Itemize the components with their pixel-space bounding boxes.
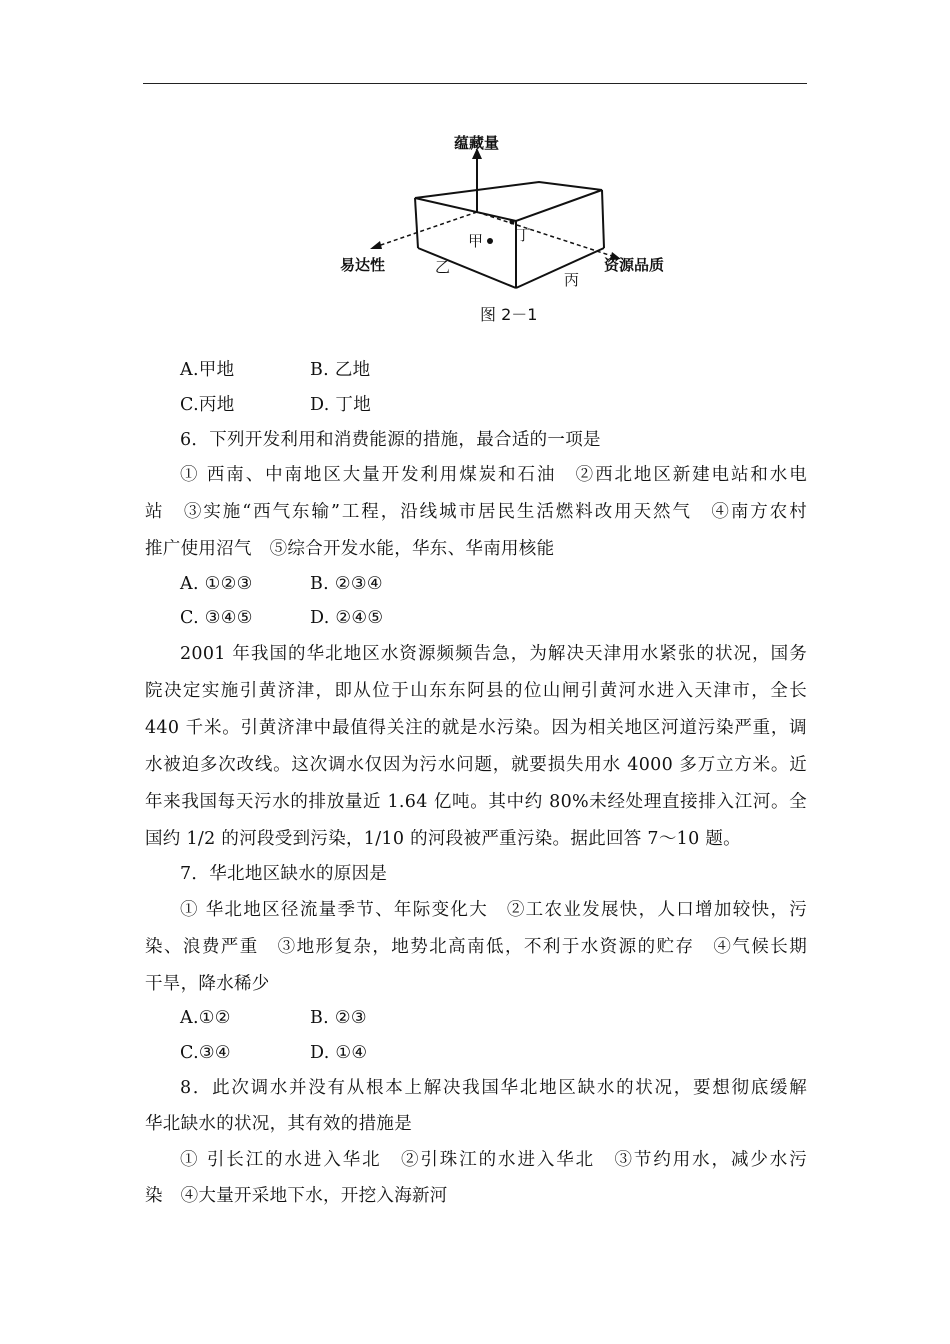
axis-y-label: 蕴藏量 [454, 134, 500, 152]
passage-line-3: 440 千米。引黄济津中最值得关注的就是水污染。因为相关地区河道污染严重，调 [145, 718, 807, 738]
figure-caption: 图 2－1 [480, 305, 538, 324]
q6-stem: 6．下列开发利用和消费能源的措施，最合适的一项是 [180, 430, 601, 450]
q7-options-row-2 [180, 1041, 367, 1065]
q6-choice-line-1: ① 西南、中南地区大量开发利用煤炭和石油 ②西北地区新建电站和水电 [180, 465, 807, 485]
point-ding-dot [510, 220, 515, 225]
q5-option-a: A.甲地 [180, 360, 235, 380]
q8-stem-line-2: 华北缺水的状况，其有效的措施是 [145, 1114, 412, 1134]
axis-left-label: 易达性 [340, 256, 386, 274]
axis-left-arrow [370, 241, 382, 249]
axis-left-line [378, 212, 477, 246]
box-bottom-right [516, 248, 604, 288]
q7-option-c: C.③④ [180, 1043, 231, 1063]
passage-line-5: 年来我国每天污水的排放量近 1.64 亿吨。其中约 80%未经处理直接排入江河。全 [145, 792, 807, 812]
point-bing-label: 丙 [564, 271, 580, 289]
figure-2-1 [340, 130, 700, 340]
axis-right-line [477, 212, 612, 256]
q7-options-row-1 [180, 1006, 367, 1030]
q7-stem: 7．华北地区缺水的原因是 [180, 864, 388, 884]
q6-options-row-2 [180, 606, 383, 630]
q7-choice-line-1: ① 华北地区径流量季节、年际变化大 ②工农业发展快，人口增加较快，污 [180, 900, 807, 920]
q8-choice-line-2: 染 ④大量开采地下水，开挖入海新河 [145, 1186, 448, 1206]
point-ding-label: 丁 [516, 226, 532, 244]
q6-choice-line-2: 站 ③实施“西气东输”工程，沿线城市居民生活燃料改用天然气 ④南方农村 [145, 502, 807, 522]
point-yi-label: 乙 [435, 258, 451, 276]
point-jia-dot [487, 238, 493, 244]
q6-option-d: D. ②④⑤ [310, 608, 384, 628]
box-edge-right [602, 190, 604, 248]
q5-options-row-2 [180, 393, 371, 417]
q6-choice-line-3: 推广使用沼气 ⑤综合开发水能，华东、华南用核能 [145, 539, 555, 559]
header-rule [143, 83, 807, 84]
passage-line-6: 国约 1/2 的河段受到污染，1/10 的河段被严重污染。据此回答 7～10 题。 [145, 829, 741, 849]
resource-box-diagram [340, 130, 700, 340]
point-jia-label: 甲 [468, 232, 484, 250]
q5-option-b: B. 乙地 [310, 360, 371, 380]
passage-line-4: 水被迫多次改线。这次调水仅因为污水问题，就要损失用水 4000 多万立方米。近 [145, 755, 807, 775]
q5-option-c: C.丙地 [180, 395, 235, 415]
q5-option-d: D. 丁地 [310, 395, 372, 415]
q7-choice-line-3: 干旱，降水稀少 [145, 974, 270, 994]
q6-option-b: B. ②③④ [310, 574, 383, 594]
q6-option-c: C. ③④⑤ [180, 608, 253, 628]
box-top-face [415, 182, 602, 221]
q5-options-row-1 [180, 358, 371, 382]
q7-option-b: B. ②③ [310, 1008, 367, 1028]
box-edge-left [415, 198, 418, 248]
q8-choice-line-1: ① 引长江的水进入华北 ②引珠江的水进入华北 ③节约用水，减少水污 [180, 1150, 807, 1170]
axis-right-label: 资源品质 [604, 256, 665, 274]
passage-line-1: 2001 年我国的华北地区水资源频频告急，为解决天津用水紧张的状况，国务 [180, 644, 807, 664]
q7-option-a: A.①② [180, 1008, 231, 1028]
box-bottom-left [418, 248, 516, 288]
q7-option-d: D. ①④ [310, 1043, 368, 1063]
q6-options-row-1 [180, 572, 383, 596]
passage-line-2: 院决定实施引黄济津，即从位于山东东阿县的位山闸引黄河水进入天津市，全长 [145, 681, 807, 701]
q8-stem-line-1: 8．此次调水并没有从根本上解决我国华北地区缺水的状况，要想彻底缓解 [180, 1078, 807, 1098]
q7-choice-line-2: 染、浪费严重 ③地形复杂，地势北高南低，不利于水资源的贮存 ④气候长期 [145, 937, 807, 957]
q6-option-a: A. ①②③ [180, 574, 253, 594]
